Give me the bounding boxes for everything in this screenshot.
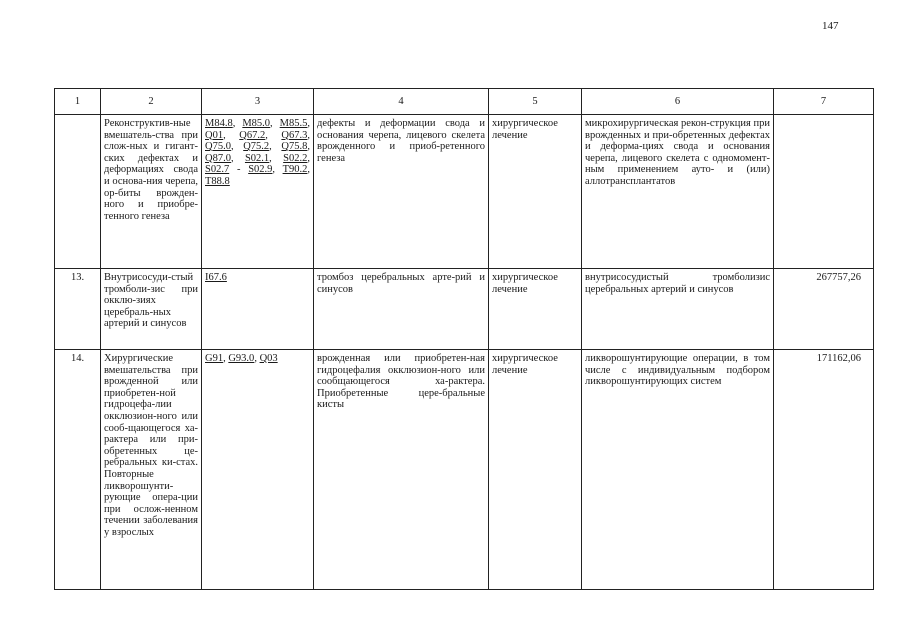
intervention-name: Реконструктив-ные вмешатель-ства при слож-ных и гигант-ских дефектах и деформациях свода и основа-ния черепа, ор-биты врожден-ного и приобре-тенного генеза: [101, 115, 202, 269]
icd-code: S02.9: [248, 164, 273, 176]
icd-code: G93.0: [228, 353, 255, 364]
table-row: [55, 115, 874, 269]
treatment-type: хирургическое лечение: [489, 269, 582, 350]
icd-code: Q87.0: [205, 152, 231, 164]
column-header: 7: [774, 89, 874, 115]
icd-code: M85.0: [242, 118, 271, 129]
icd-code: G91: [205, 353, 224, 364]
intervention-name: Внутрисосуди-стый тромболи-зис при окклю-зиях церебраль-ных артерий и синусов: [101, 269, 202, 350]
row-number: [55, 115, 101, 269]
icd-code: Q67.3: [281, 129, 308, 141]
icd-codes: M84.8, M85.0, M85.5, Q01, Q67.2, Q67.3, Q75.0, Q75.2, Q75.8, Q87.0, S02.1, S02.2, S02.7 - S02.9, T90.2, T88.8: [202, 115, 314, 269]
icd-code: Q75.8: [281, 141, 308, 153]
column-header: 2: [101, 89, 202, 115]
icd-code: M85.5: [279, 118, 308, 129]
table-header-row: [55, 89, 874, 115]
intervention-name: Хирургические вмешательства при врожденной или приобретен-ной гидроцефа-лии окклюзион-ного или сооб-щающегося ха-рактера или при-обретенных це-ребральных ки-стах. Повторные ликворошунти-рующие опера-ции при ослож-ненном течении заболевания у взрослых: [101, 350, 202, 590]
treatment-method: внутрисосудистый тромболизис церебральных артерий и синусов: [582, 269, 774, 350]
icd-code: T90.2: [282, 164, 308, 176]
column-header: 3: [202, 89, 314, 115]
icd-code: Q75.2: [243, 141, 270, 153]
cost-value: 267757,26: [774, 269, 874, 350]
treatment-table: [54, 88, 874, 590]
range-dash: -: [236, 164, 241, 176]
icd-code: Q75.0: [205, 141, 231, 153]
icd-code: S02.1: [244, 152, 270, 164]
icd-code: I67.6: [205, 272, 227, 283]
icd-codes: [202, 269, 314, 350]
column-header: 1: [55, 89, 101, 115]
icd-codes: G91, G93.0, Q03: [202, 350, 314, 590]
cost-value: [774, 115, 874, 269]
row-number: 14.: [55, 350, 101, 590]
treatment-type: хирургическое лечение: [489, 115, 582, 269]
icd-code: Q67.2: [239, 129, 266, 141]
icd-code: S02.2: [283, 152, 308, 164]
column-header: 5: [489, 89, 582, 115]
column-header: 4: [314, 89, 489, 115]
table-row: [55, 269, 874, 350]
icd-code: S02.7: [205, 164, 230, 176]
cost-value: 171162,06: [774, 350, 874, 590]
table-row: [55, 350, 874, 590]
patient-model: врожденная или приобретен-ная гидроцефалия окклюзион-ного или сообщающегося ха-рактера. Приобретенные цере-бральные кисты: [314, 350, 489, 590]
icd-code: T88.8: [205, 175, 230, 187]
treatment-method: микрохирургическая рекон-струкция при врожденных и при-обретенных дефектах и деформа-циях свода и основания черепа, лицевого скелета с одномомент-ным применением ауто- и (или) аллотрансплантатов: [582, 115, 774, 269]
patient-model: тромбоз церебральных арте-рий и синусов: [314, 269, 489, 350]
patient-model: дефекты и деформации свода и основания черепа, лицевого скелета врожденного и приоб-ретенного генеза: [314, 115, 489, 269]
icd-code: Q01: [205, 129, 224, 141]
treatment-method: ликворошунтирующие операции, в том числе с индивидуальным подбором ликворошунтирующих систем: [582, 350, 774, 590]
row-number: 13.: [55, 269, 101, 350]
icd-code: Q03: [259, 353, 278, 364]
treatment-type: хирургическое лечение: [489, 350, 582, 590]
page-number: 147: [822, 20, 839, 32]
column-header: 6: [582, 89, 774, 115]
icd-code: M84.8: [205, 118, 233, 129]
